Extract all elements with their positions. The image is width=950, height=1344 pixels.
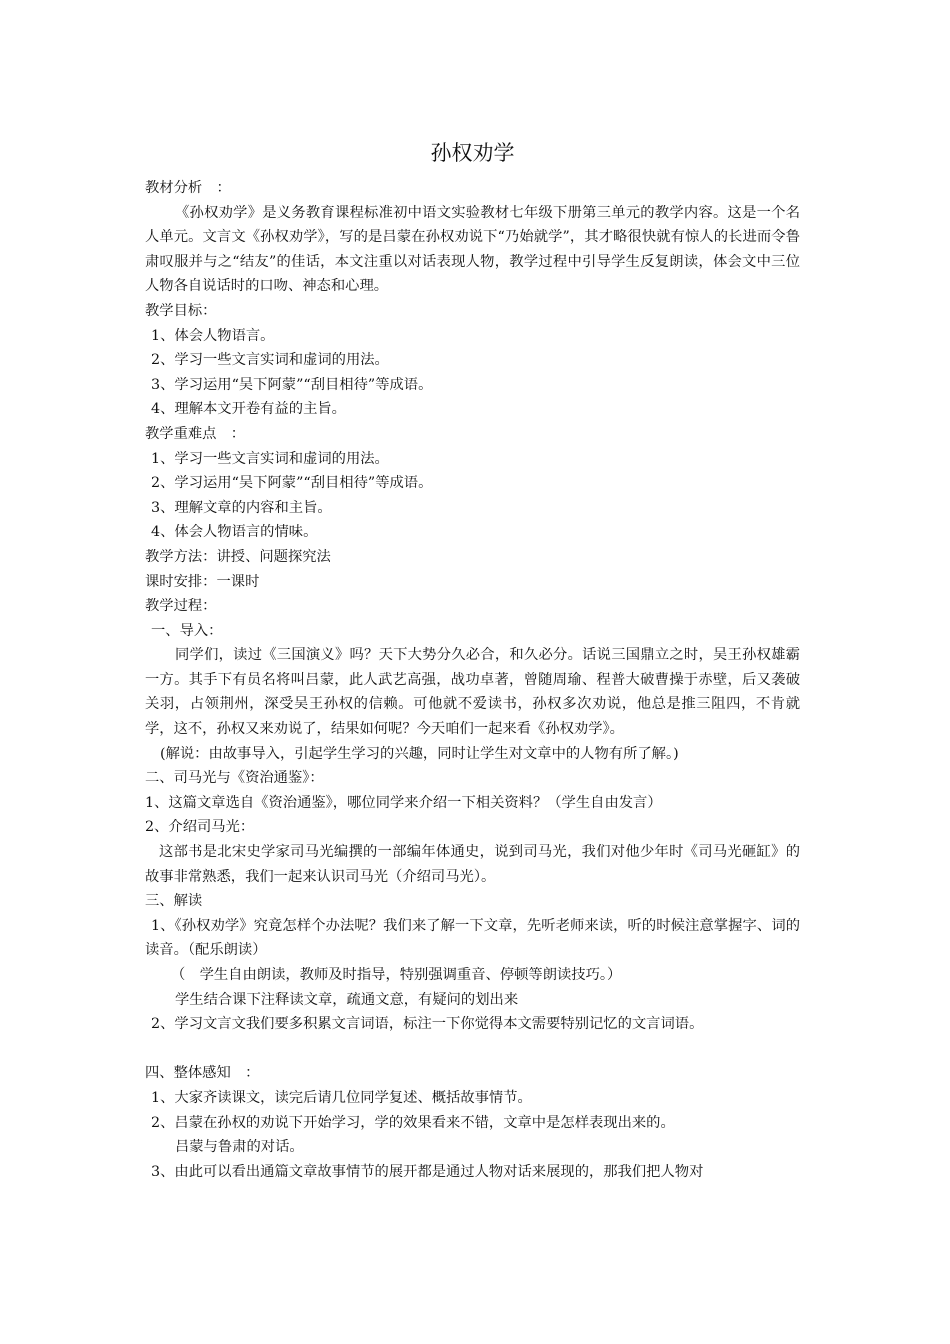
section-heading-analysis: 教材分析 ： (145, 180, 231, 196)
process-heading-overall: 四、整体感知 ： (145, 1065, 260, 1082)
sima-question-2: 2、介绍司马光： (145, 819, 255, 836)
reading-item-1: 1、《孙权劝学》究竟怎样个办法呢？我们来了解一下文章，先听老师来读，听的时候注意掌握字、词的读音。（配乐朗读） (145, 917, 800, 959)
reading-item-2: 2、学习文言文我们要多积累文言词语，标注一下你觉得本文需要特别记忆的文言词语。 (151, 1016, 704, 1033)
goal-item: 1、体会人物语言。 (151, 327, 275, 344)
section-heading-goals: 教学目标： (145, 302, 217, 319)
sima-question-1: 1、这篇文章选自《资治通鉴》，哪位同学来介绍一下相关资料？（学生自由发言） (145, 794, 662, 811)
teaching-method: 教学方法：讲授、问题探究法 (145, 548, 331, 565)
overall-item-2: 2、吕蒙在孙权的劝说下开始学习，学的效果看来不错，文章中是怎样表现出来的。 (151, 1114, 675, 1131)
key-point-item: 4、体会人物语言的情味。 (151, 524, 318, 541)
overall-item-3: 3、由此可以看出通篇文章故事情节的展开都是通过人物对话来展现的，那我们把人物对 (151, 1163, 704, 1180)
reading-note-1: （ 学生自由朗读，教师及时指导，特别强调重音、停顿等朗读技巧。） (171, 967, 622, 983)
blank-line (145, 1037, 800, 1062)
sima-paragraph: 这部书是北宋史学家司马光编撰的一部编年体通史，说到司马光，我们对他少年时《司马光砸缸》的故事非常熟悉，我们一起来认识司马光（介绍司马光）。 (145, 844, 800, 885)
section-heading-key-points: 教学重难点 ： (145, 425, 246, 442)
key-point-item: 2、学习运用“吴下阿蒙”“刮目相待”等成语。 (151, 475, 433, 492)
analysis-paragraph: 《孙权劝学》是义务教育课程标准初中语文实验教材七年级下册第三单元的教学内容。这是一个名人单元。文言文《孙权劝学》，写的是吕蒙在孙权劝说下“乃始就学”，其才略很快就有惊人的长进而令鲁肃叹服并与之“结友”的佳话，本文注重以对话表现人物，教学过程中引导学生反复朗读，体会文中三位人物各自说话时的口吻、神态和心理。 (145, 204, 800, 295)
process-heading-sima-guang: 二、司马光与《资治通鉴》： (145, 770, 324, 787)
goal-item: 2、学习一些文言实词和虚词的用法。 (151, 352, 389, 369)
document-title: 孙权劝学 (430, 141, 515, 165)
key-point-item: 3、理解文章的内容和主旨。 (151, 499, 332, 516)
key-point-item: 1、学习一些文言实词和虚词的用法。 (151, 450, 389, 467)
overall-note: 吕蒙与鲁肃的对话。 (175, 1139, 304, 1156)
intro-note: (解说：由故事导入，引起学生学习的兴趣，同时让学生对文章中的人物有所了解。) (160, 745, 679, 762)
overall-item-1: 1、大家齐读课文，读完后请几位同学复述、概括故事情节。 (151, 1089, 532, 1106)
process-heading-reading: 三、解读 (145, 893, 203, 910)
process-heading-intro: 一、导入： (151, 622, 223, 639)
intro-paragraph: 同学们，读过《三国演义》吗？天下大势分久必合，和久必分。话说三国鼎立之时，吴王孙权雄霸一方。其手下有员名将叫吕蒙，此人武艺高强，战功卓著，曾随周瑜、程普大破曹操于赤壁，后又袭破关羽，占领荆州，深受吴王孙权的信赖。可他就不爱读书，孙权多次劝说，他总是推三阻四，不肯就学，这不，孙权又来劝说了，结果如何呢？今天咱们一起来看《孙权劝学》。 (145, 647, 800, 738)
goal-item: 4、理解本文开卷有益的主旨。 (151, 401, 346, 418)
class-hours: 课时安排：一课时 (145, 573, 260, 590)
section-heading-process: 教学过程： (145, 598, 217, 615)
reading-note-2: 学生结合课下注释读文章，疏通文意，有疑问的划出来 (175, 991, 519, 1008)
goal-item: 3、学习运用“吴下阿蒙”“刮目相待”等成语。 (151, 376, 433, 393)
